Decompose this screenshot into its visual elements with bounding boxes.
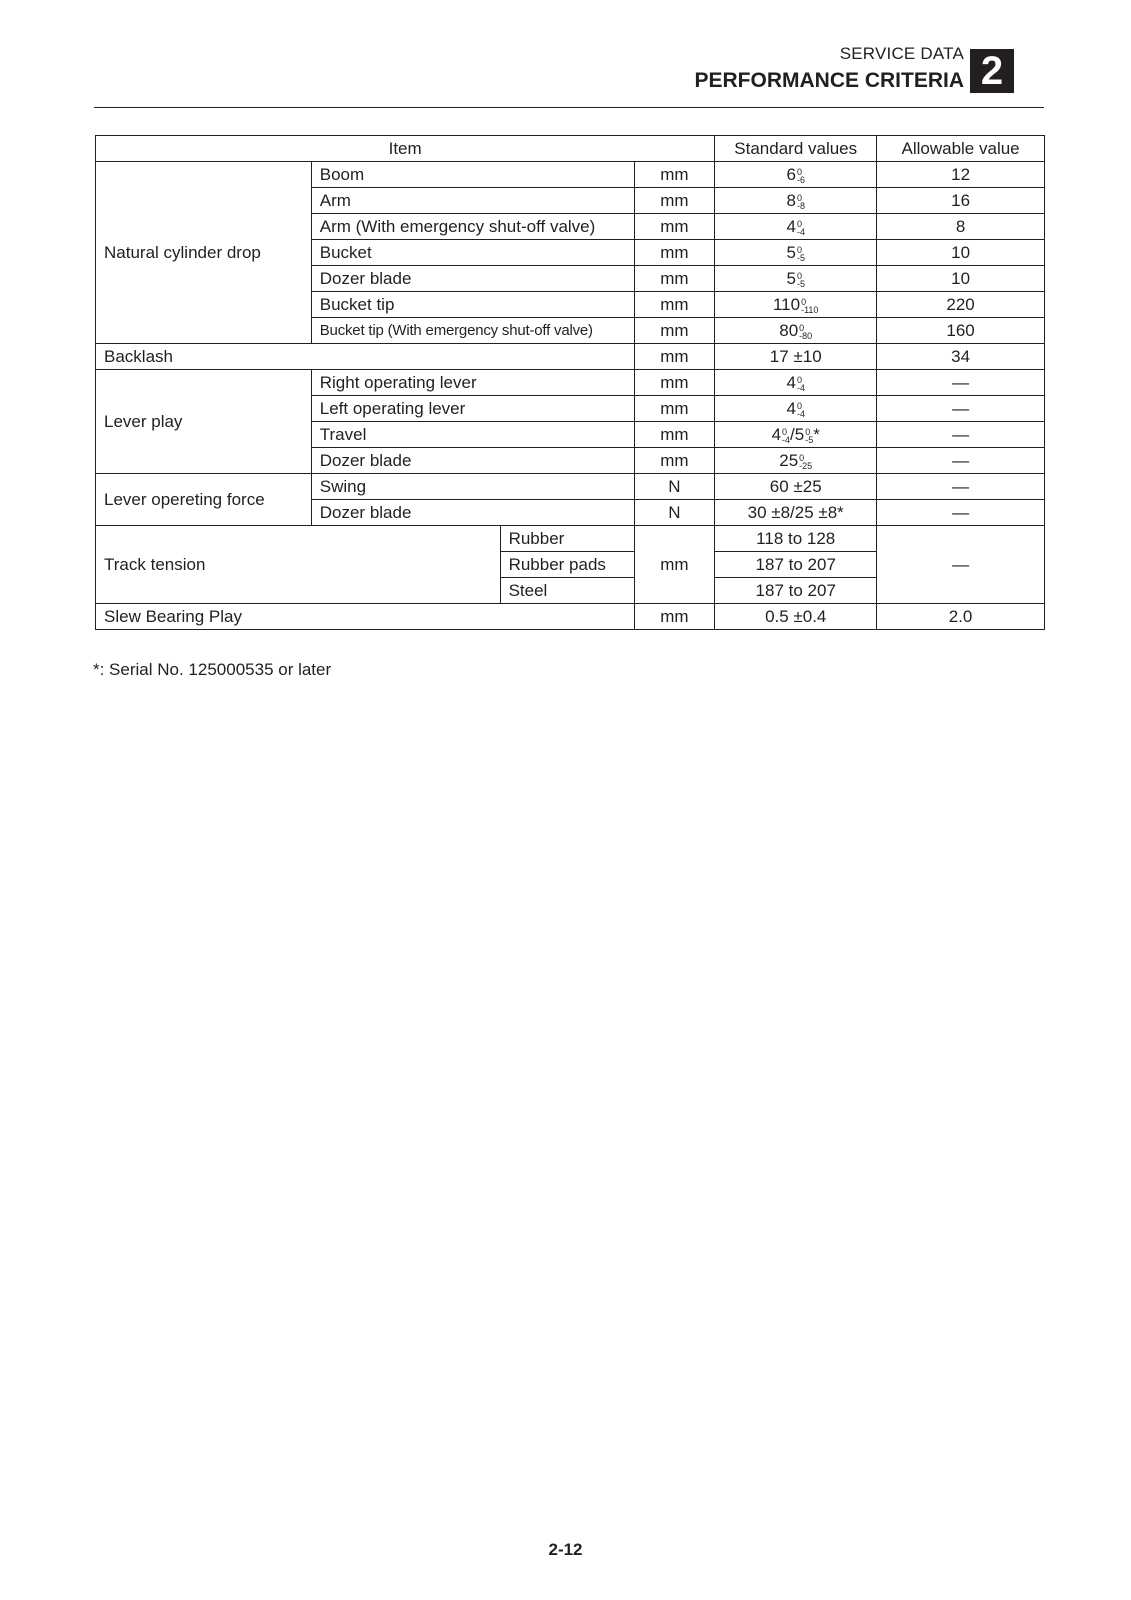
allowable-value: 2.0 (877, 604, 1045, 630)
page-number: 2-12 (548, 1540, 583, 1559)
allowable-value: 160 (877, 318, 1045, 344)
header-standard: Standard values (715, 136, 877, 162)
item-name: Arm (311, 188, 634, 214)
allowable-value: — (877, 500, 1045, 526)
standard-value: 187 to 207 (715, 552, 877, 578)
group-label: Lever opereting force (96, 474, 312, 526)
unit: N (634, 500, 715, 526)
item-name: Boom (311, 162, 634, 188)
standard-value: 4 0 -4 (715, 370, 877, 396)
unit: N (634, 474, 715, 500)
tolerance: 0 -80 (799, 322, 813, 341)
allowable-value: — (877, 448, 1045, 474)
unit: mm (634, 318, 715, 344)
standard-value: 187 to 207 (715, 578, 877, 604)
chapter-number-badge: 2 (970, 49, 1014, 93)
tolerance: 0 -5 (796, 270, 805, 289)
standard-value: 4 0 -4 /5 0 -5 * (715, 422, 877, 448)
standard-value: 8 0 -8 (715, 188, 877, 214)
tolerance: 0 -110 (801, 296, 819, 315)
allowable-value: 10 (877, 240, 1045, 266)
item-name: Bucket tip (With emergency shut-off valve) (311, 318, 634, 344)
unit: mm (634, 344, 715, 370)
standard-value: 110 0 -110 (715, 292, 877, 318)
unit: mm (634, 396, 715, 422)
standard-value: 118 to 128 (715, 526, 877, 552)
unit: mm (634, 448, 715, 474)
table-header-row (96, 136, 1045, 162)
item-name: Right operating lever (311, 370, 634, 396)
group-label: Slew Bearing Play (96, 604, 635, 630)
table-row (96, 370, 1045, 396)
tolerance: 0 -4 (796, 218, 805, 237)
group-label: Natural cylinder drop (96, 162, 312, 344)
tolerance: 0 -25 (799, 452, 813, 471)
unit: mm (634, 422, 715, 448)
table-row (96, 162, 1045, 188)
allowable-value: 34 (877, 344, 1045, 370)
allowable-value: — (877, 474, 1045, 500)
standard-value: 5 0 -5 (715, 266, 877, 292)
performance-criteria-table (95, 135, 1045, 630)
section-name: SERVICE DATA (839, 44, 964, 63)
allowable-value: — (877, 396, 1045, 422)
allowable-value: 12 (877, 162, 1045, 188)
item-name: Arm (With emergency shut-off valve) (311, 214, 634, 240)
allowable-value: 8 (877, 214, 1045, 240)
unit: mm (634, 266, 715, 292)
standard-value: 25 0 -25 (715, 448, 877, 474)
tolerance: 0 -5 (796, 244, 805, 263)
standard-value: 17 ±10 (715, 344, 877, 370)
table-row (96, 474, 1045, 500)
standard-value: 80 0 -80 (715, 318, 877, 344)
allowable-value: — (877, 422, 1045, 448)
allowable-value: — (877, 526, 1045, 604)
item-name: Travel (311, 422, 634, 448)
header-allowable: Allowable value (877, 136, 1045, 162)
unit: mm (634, 162, 715, 188)
allowable-value: 10 (877, 266, 1045, 292)
table-row (96, 344, 1045, 370)
standard-value: 4 0 -4 (715, 396, 877, 422)
allowable-value: 16 (877, 188, 1045, 214)
tolerance: 0 -4 (796, 400, 805, 419)
allowable-value: — (877, 370, 1045, 396)
item-name: Rubber (500, 526, 634, 552)
unit: mm (634, 214, 715, 240)
standard-value: 5 0 -5 (715, 240, 877, 266)
allowable-value: 220 (877, 292, 1045, 318)
unit: mm (634, 370, 715, 396)
standard-value: 60 ±25 (715, 474, 877, 500)
item-name: Dozer blade (311, 500, 634, 526)
unit: mm (634, 526, 715, 604)
table-row (96, 604, 1045, 630)
item-name: Dozer blade (311, 448, 634, 474)
tolerance: 0 -6 (796, 166, 805, 185)
tolerance: 0 -4 (782, 426, 791, 445)
unit: mm (634, 188, 715, 214)
unit: mm (634, 240, 715, 266)
item-name: Swing (311, 474, 634, 500)
tolerance: 0 -5 (805, 426, 814, 445)
item-name: Bucket tip (311, 292, 634, 318)
tolerance: 0 -8 (796, 192, 805, 211)
item-name: Dozer blade (311, 266, 634, 292)
item-name: Bucket (311, 240, 634, 266)
standard-value: 0.5 ±0.4 (715, 604, 877, 630)
header-divider (94, 107, 1044, 108)
standard-value: 4 0 -4 (715, 214, 877, 240)
item-name: Left operating lever (311, 396, 634, 422)
footnote: *: Serial No. 125000535 or later (93, 660, 332, 679)
unit: mm (634, 604, 715, 630)
unit: mm (634, 292, 715, 318)
group-label: Lever play (96, 370, 312, 474)
page-title: PERFORMANCE CRITERIA (694, 69, 964, 92)
header-item: Item (96, 136, 715, 162)
standard-value: 6 0 -6 (715, 162, 877, 188)
table-row (96, 526, 1045, 552)
tolerance: 0 -4 (796, 374, 805, 393)
group-label: Track tension (96, 526, 501, 604)
page-header (694, 44, 1014, 94)
group-label: Backlash (96, 344, 635, 370)
item-name: Steel (500, 578, 634, 604)
item-name: Rubber pads (500, 552, 634, 578)
standard-value: 30 ±8/25 ±8* (715, 500, 877, 526)
